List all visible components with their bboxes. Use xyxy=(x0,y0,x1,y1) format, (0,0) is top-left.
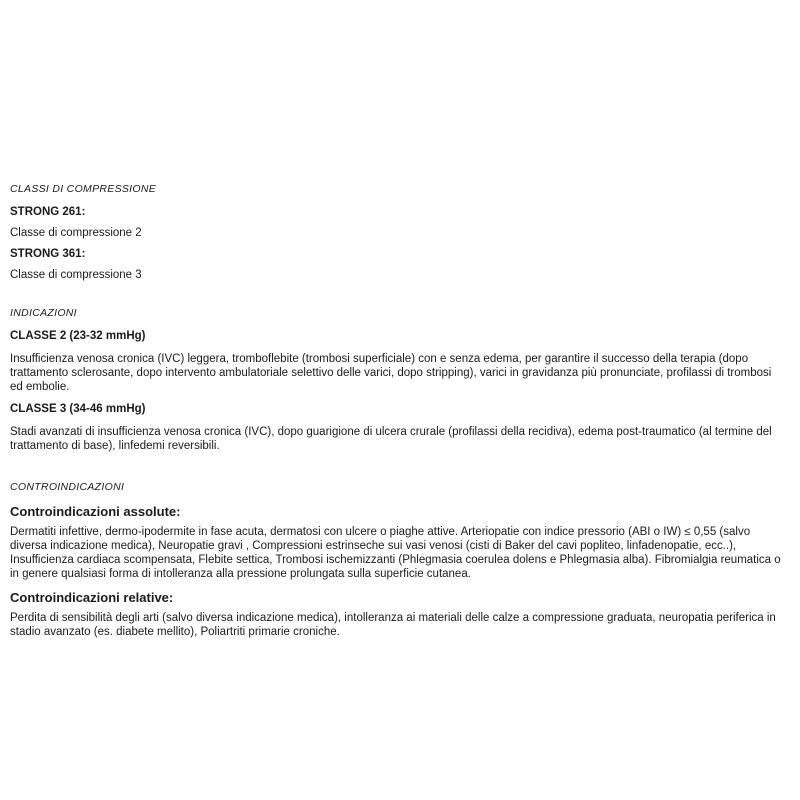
compression-classes-heading: CLASSI DI COMPRESSIONE xyxy=(10,183,157,195)
contraindications-relative-text: Perdita di sensibilità degli arti (salvo diversa indicazione medica), intolleranza ai materiali delle calze a compressione graduata, neuropatia periferica in stadio avanzato (es. diabete mellito), Poliartriti primarie croniche. xyxy=(10,612,776,638)
contraindications-relative-label: Controindicazioni relative: xyxy=(10,590,174,605)
section-indications xyxy=(10,307,786,453)
contraindications-heading: CONTROINDICAZIONI xyxy=(10,481,125,493)
classe-2-label: CLASSE 2 (23-32 mmHg) xyxy=(10,330,146,342)
classe-3-text: Stadi avanzati di insufficienza venosa cronica (IVC), dopo guarigione di ulcera crurale (profilassi della recidiva), edema post-traumatico (al termine del trattamento di base), linfedemi reversibili. xyxy=(10,426,772,452)
section-contraindications xyxy=(10,481,786,639)
strong-261-value: Classe di compressione 2 xyxy=(10,227,142,239)
contraindications-absolute-label: Controindicazioni assolute: xyxy=(10,504,181,519)
strong-361-label: STRONG 361: xyxy=(10,248,86,260)
contraindications-absolute-text: Dermatiti infettive, dermo-ipodermite in fase acuta, dermatosi con ulcere o piaghe attive. Arteriopatie con indice pressorio (ABI o IW) ≤ 0,55 (salvo diversa indicazione medica), Neuropatie gravi , Compressioni estrinseche sui vasi venosi (cisti di Baker del cavi popliteo, linfadenopatie, ecc..), Insufficienza cardiaca scompensata, Flebite settica, Trombosi ischemizzanti (Phlegmasia coerulea dolens e Phlegmasia alba). Fibromialgia reumatica o in genere qualsiasi forma di intolleranza alla pressione prolungata sulla superficie cutanea. xyxy=(10,526,781,580)
classe-3-label: CLASSE 3 (34-46 mmHg) xyxy=(10,403,146,415)
classe-2-text: Insufficienza venosa cronica (IVC) leggera, tromboflebite (trombosi superficiale) con e senza edema, per garantire il successo della terapia (dopo trattamento sclerosante, dopo intervento ambulatoriale selettivo delle varici, dopo stripping), varici in gravidanza più pronunciate, profilassi di trombosi ed embolie. xyxy=(10,353,772,393)
strong-261-label: STRONG 261: xyxy=(10,206,86,218)
indications-heading: INDICAZIONI xyxy=(10,307,77,319)
section-compression-classes xyxy=(10,183,786,282)
strong-361-value: Classe di compressione 3 xyxy=(10,269,142,281)
